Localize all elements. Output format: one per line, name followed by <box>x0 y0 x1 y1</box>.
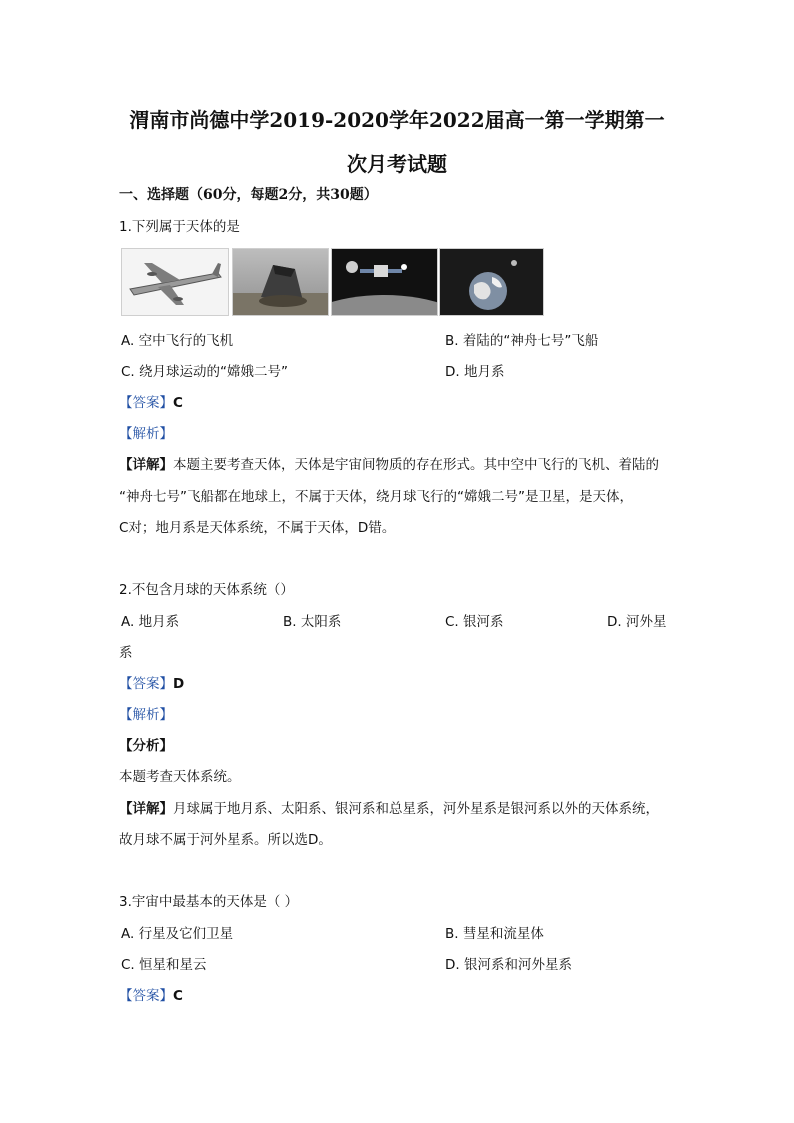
question-3-stem: 3.宇宙中最基本的天体是（ ） <box>119 894 299 910</box>
q1-detail-line-3: C对；地月系是天体系统，不属于天体，D错。 <box>119 520 396 536</box>
section-heading: 一、选择题（60分，每题2分，共30题） <box>119 187 378 203</box>
answer-value: C <box>173 988 183 1004</box>
detail-tag: 【详解】 <box>119 801 173 817</box>
q2-answer <box>119 674 184 694</box>
q3-option-c: C. 恒星和星云 <box>121 957 207 973</box>
q1-option-d: D. 地月系 <box>445 364 505 380</box>
q2-option-a: A. 地月系 <box>121 614 180 630</box>
q2-detail-line-2: 故月球不属于河外星系。所以选D。 <box>119 832 332 848</box>
page-title-line-1: 渭南市尚德中学2019-2020学年2022届高一第一学期第一 <box>129 108 665 132</box>
airplane-image <box>121 248 229 316</box>
q1-option-b: B. 着陆的“神舟七号”飞船 <box>445 333 599 349</box>
q2-analysis-tag: 【解析】 <box>119 707 173 723</box>
answer-value: D <box>173 676 185 692</box>
q1-option-a: A. 空中飞行的飞机 <box>121 333 234 349</box>
q1-answer <box>119 393 183 413</box>
q2-fenxi-text: 本题考查天体系统。 <box>119 769 241 785</box>
q3-option-a: A. 行星及它们卫星 <box>121 926 234 942</box>
answer-tag: 【答案】 <box>119 988 173 1004</box>
q2-detail-line-1 <box>119 799 659 819</box>
q1-detail-line-1 <box>119 455 659 475</box>
answer-value: C <box>173 395 183 411</box>
q3-option-b: B. 彗星和流星体 <box>445 926 544 942</box>
detail-tag: 【详解】 <box>119 457 173 473</box>
q2-fenxi-tag: 【分析】 <box>119 738 173 754</box>
landed-capsule-image <box>232 248 329 316</box>
q2-option-d-wrap: 系 <box>119 645 133 661</box>
detail-text: 本题主要考查天体，天体是宇宙间物质的存在形式。其中空中飞行的飞机、着陆的 <box>173 457 659 473</box>
q3-option-d: D. 银河系和河外星系 <box>445 957 572 973</box>
answer-tag: 【答案】 <box>119 676 173 692</box>
page-title-line-2: 次月考试题 <box>347 152 447 176</box>
q1-analysis-tag: 【解析】 <box>119 426 173 442</box>
lunar-orbiter-image <box>331 248 438 316</box>
q2-option-b: B. 太阳系 <box>283 614 342 630</box>
q2-option-d: D. 河外星 <box>607 614 667 630</box>
q2-option-c: C. 银河系 <box>445 614 504 630</box>
q3-answer <box>119 986 183 1006</box>
question-1-stem: 1.下列属于天体的是 <box>119 219 240 235</box>
detail-text: 月球属于地月系、太阳系、银河系和总星系，河外星系是银河系以外的天体系统， <box>173 801 659 817</box>
earth-moon-image <box>439 248 544 316</box>
q1-option-c: C. 绕月球运动的“嫦娥二号” <box>121 364 288 380</box>
answer-tag: 【答案】 <box>119 395 173 411</box>
q1-detail-line-2: “神舟七号”飞船都在地球上，不属于天体，绕月球飞行的“嫦娥二号”是卫星，是天体， <box>119 489 633 505</box>
question-2-stem: 2.不包含月球的天体系统（） <box>119 582 294 598</box>
